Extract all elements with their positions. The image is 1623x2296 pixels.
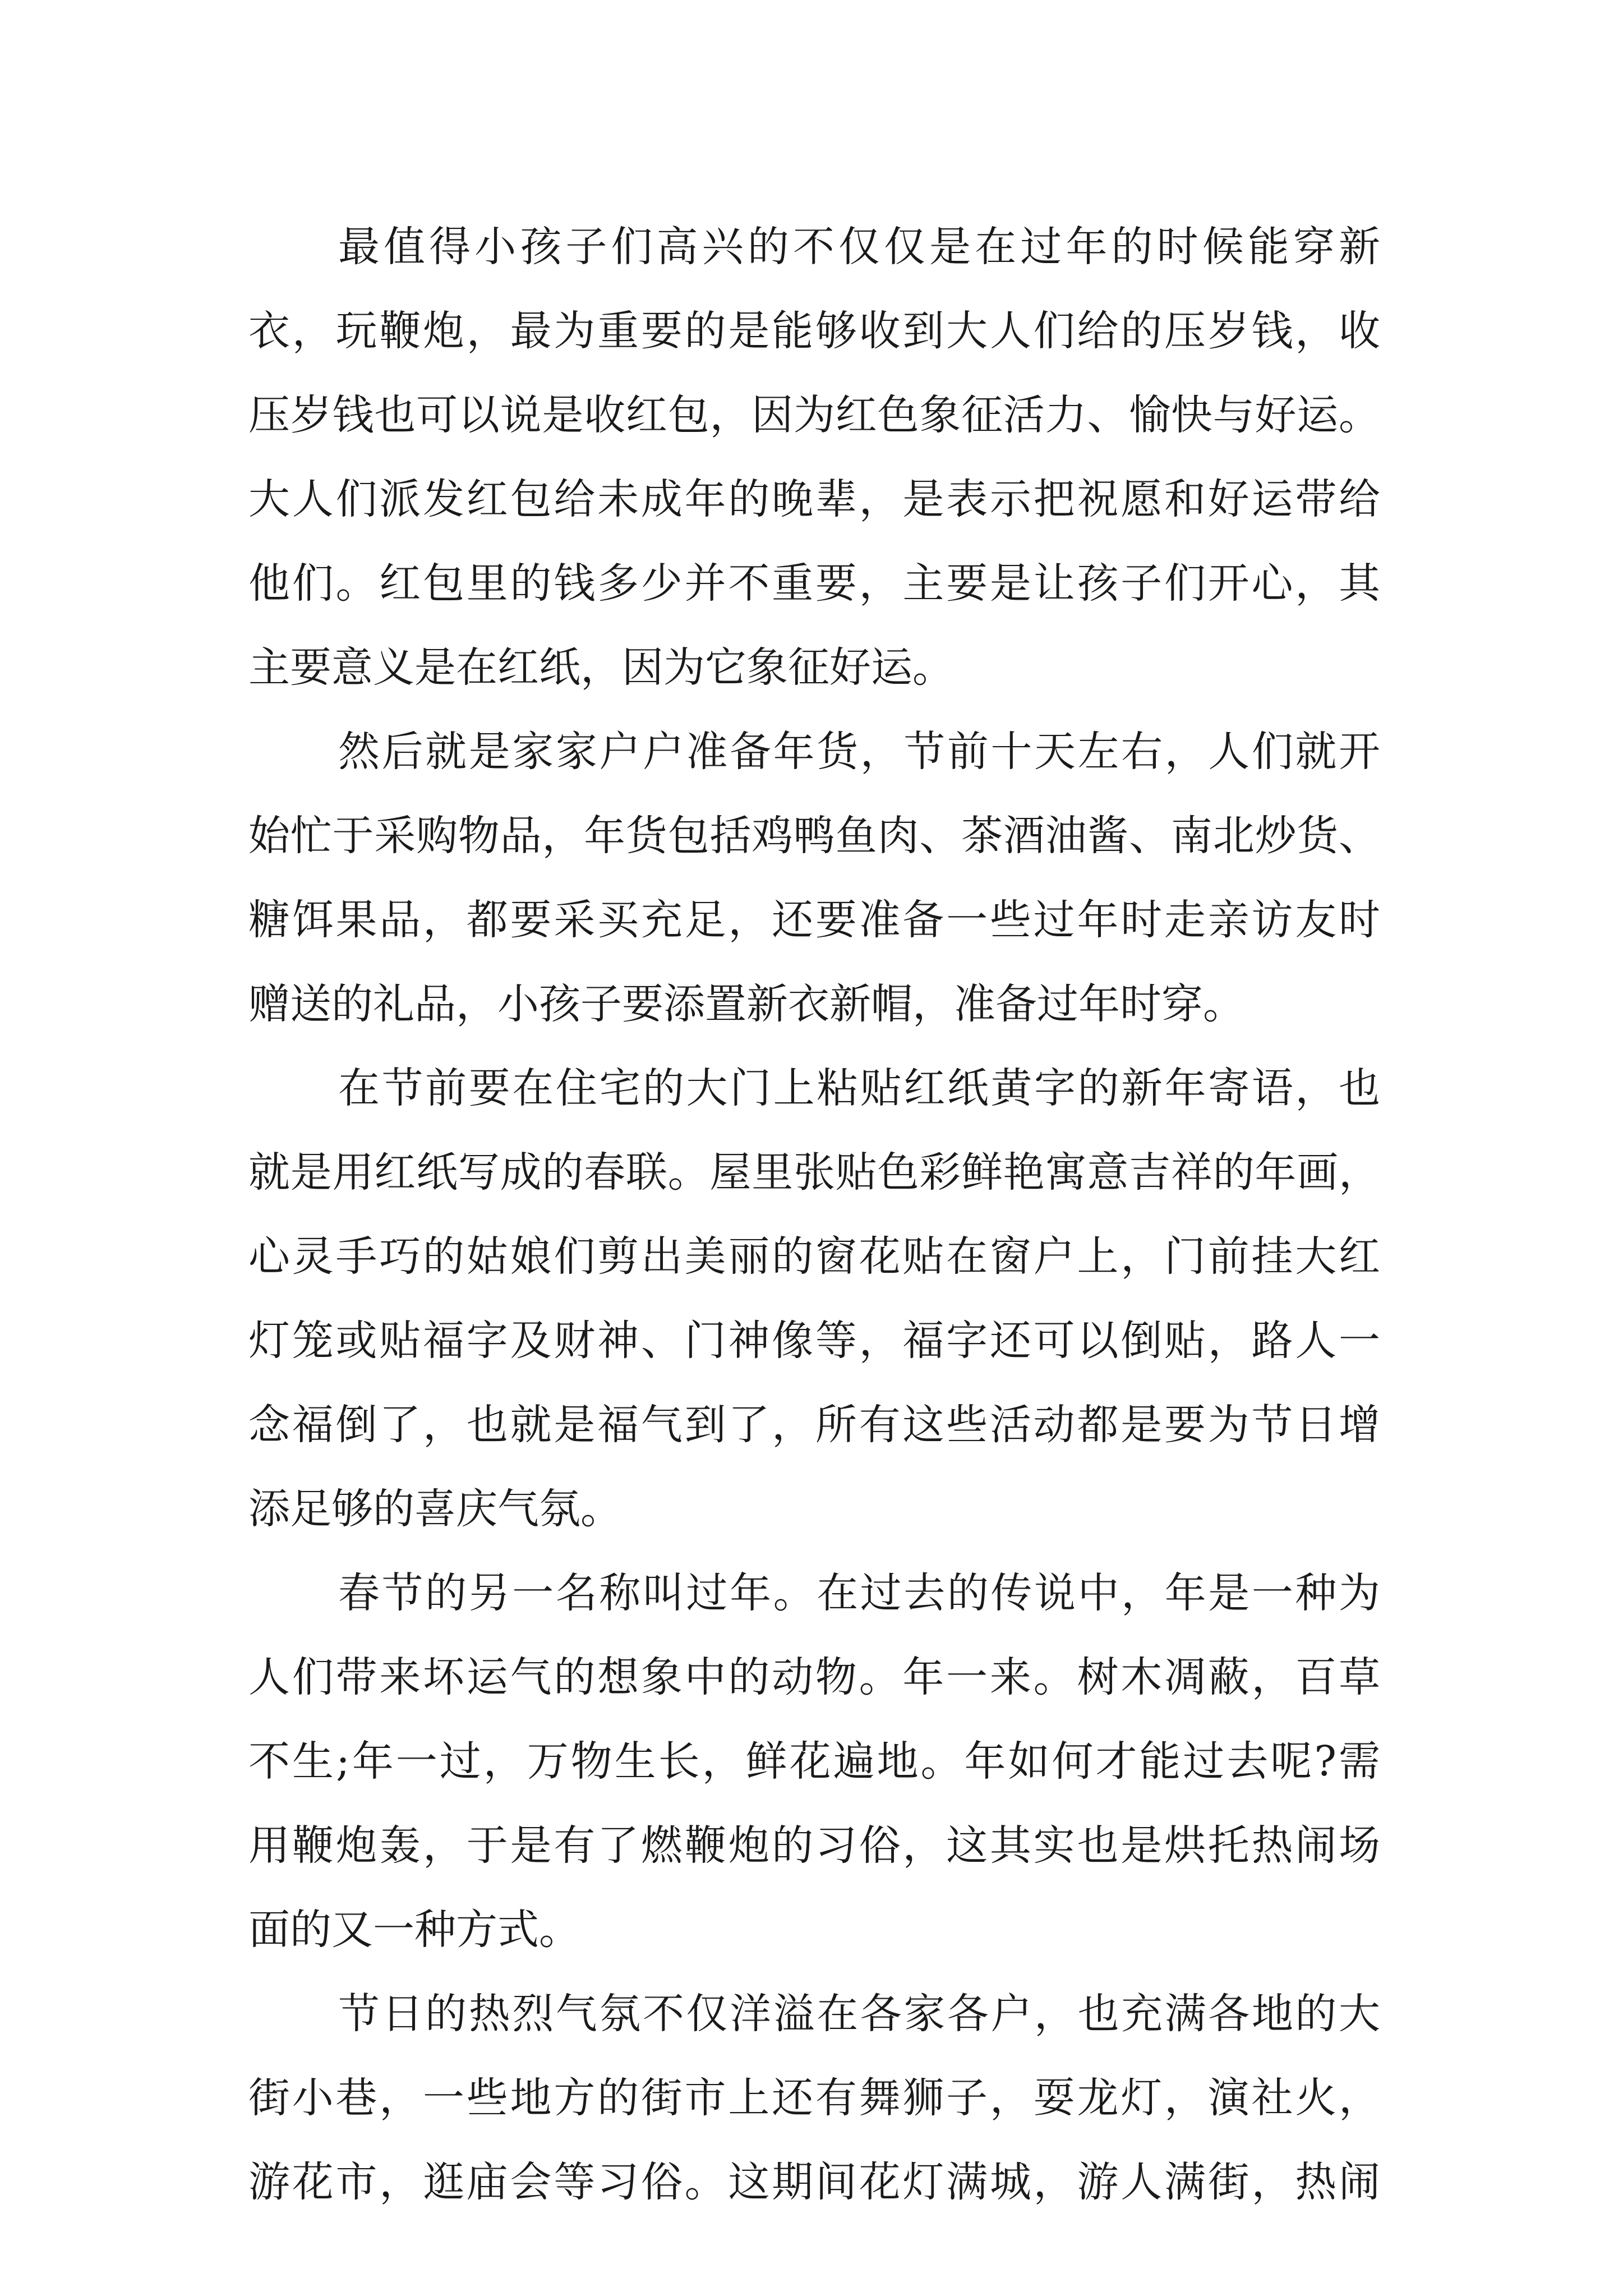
text-line: 节日的热烈气氛不仅洋溢在各家各户，也充满各地的大	[338, 1990, 1380, 2038]
text-line: 面的又一种方式。	[248, 1906, 580, 1954]
text-line: 赠送的礼品，小孩子要添置新衣新帽，准备过年时穿。	[248, 980, 1244, 1028]
text-line: 游花市，逛庙会等习俗。这期间花灯满城，游人满街，热闹	[248, 2158, 1380, 2206]
text-line: 他们。红包里的钱多少并不重要，主要是让孩子们开心，其	[248, 559, 1380, 608]
paragraph-spring-couplets	[248, 1046, 1380, 1551]
paragraph-new-year-goods	[248, 710, 1380, 1046]
text-line: 大人们派发红包给未成年的晚辈，是表示把祝愿和好运带给	[248, 475, 1380, 523]
text-line: 最值得小孩子们高兴的不仅仅是在过年的时候能穿新	[338, 223, 1380, 271]
text-line: 灯笼或贴福字及财神、门神像等，福字还可以倒贴，路人一	[248, 1317, 1380, 1365]
document-body	[248, 205, 1380, 2224]
text-line: 用鞭炮轰，于是有了燃鞭炮的习俗，这其实也是烘托热闹场	[248, 1821, 1380, 1870]
text-line: 衣，玩鞭炮，最为重要的是能够收到大人们给的压岁钱，收	[248, 307, 1380, 355]
text-line: 压岁钱也可以说是收红包，因为红色象征活力、愉快与好运。	[248, 391, 1380, 439]
text-line: 在节前要在住宅的大门上粘贴红纸黄字的新年寄语，也	[338, 1064, 1380, 1112]
text-line: 添足够的喜庆气氛。	[248, 1485, 622, 1533]
text-line: 始忙于采购物品，年货包括鸡鸭鱼肉、茶酒油酱、南北炒货、	[248, 812, 1380, 860]
text-line: 不生;年一过，万物生长，鲜花遍地。年如何才能过去呢?需	[248, 1737, 1380, 1786]
text-line: 然后就是家家户户准备年货，节前十天左右，人们就开	[338, 728, 1380, 776]
text-line: 人们带来坏运气的想象中的动物。年一来。树木凋蔽，百草	[248, 1653, 1380, 1701]
text-line: 主要意义是在红纸，因为它象征好运。	[248, 643, 954, 692]
text-line: 街小巷，一些地方的街市上还有舞狮子，耍龙灯，演社火，	[248, 2074, 1380, 2122]
paragraph-nian-legend	[248, 1551, 1380, 1972]
text-line: 心灵手巧的姑娘们剪出美丽的窗花贴在窗户上，门前挂大红	[248, 1232, 1380, 1281]
paragraph-red-envelope	[248, 205, 1380, 710]
text-line: 就是用红纸写成的春联。屋里张贴色彩鲜艳寓意吉祥的年画，	[248, 1148, 1380, 1197]
text-line: 春节的另一名称叫过年。在过去的传说中，年是一种为	[338, 1569, 1380, 1617]
text-line: 念福倒了，也就是福气到了，所有这些活动都是要为节日增	[248, 1401, 1380, 1449]
paragraph-festive-streets	[248, 1972, 1380, 2224]
text-line: 糖饵果品，都要采买充足，还要准备一些过年时走亲访友时	[248, 896, 1380, 944]
